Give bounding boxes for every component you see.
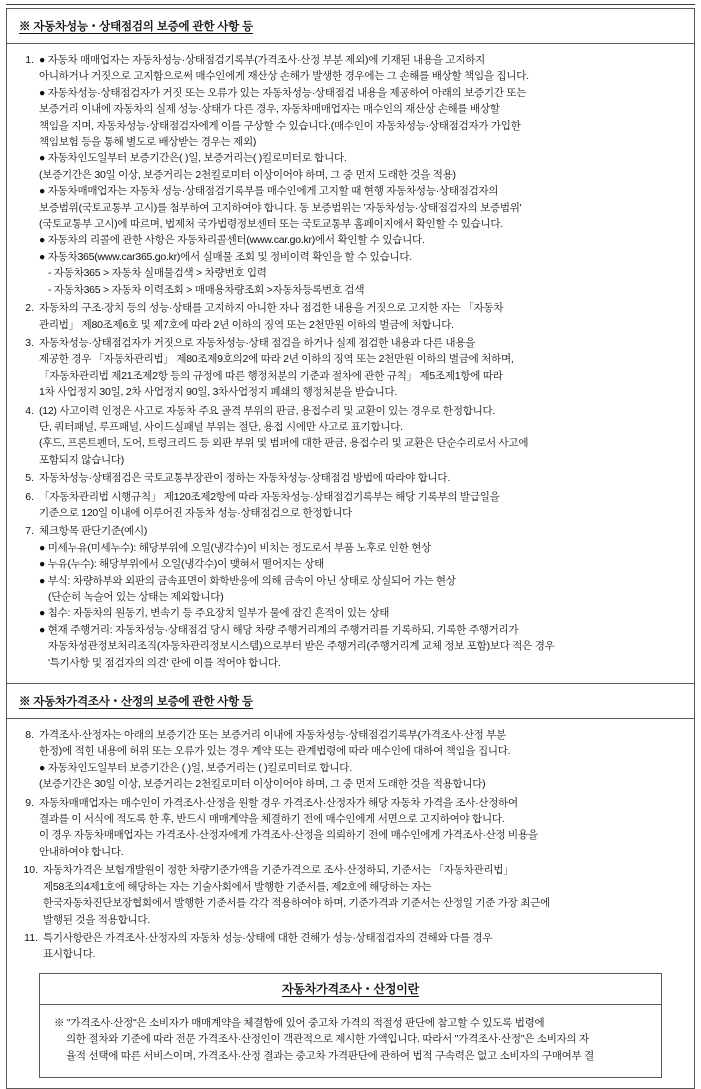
list-item [19, 300, 682, 333]
infobox-line: 율적 선택에 따른 서비스이며, 가격조사·산정 결과는 중고차 가격판단에 관하여 법적 구속력은 없고 소비자의 구매여부 결 [66, 1049, 595, 1062]
performance-item-list [19, 52, 682, 671]
list-item [19, 470, 682, 486]
section-heading-text: 자동차성능・상태점검의 보증에 관한 사항 등 [33, 21, 253, 33]
item-line: 자동차성능·상태점검은 국토교통부장관이 정하는 자동차성능·상태점검 방법에 따라야 합니다. [39, 472, 450, 485]
item-line: 보증범위(국토교통부 고시)를 첨부하여 고지하여야 합니다. 동 보증범위는 '자동차성능·상태점검자의 보증범위' [39, 201, 522, 214]
item-line: 자동차의 구조·장치 등의 성능·상태를 고지하지 아니한 자나 점검한 내용을 거짓으로 고지한 자는 「자동차 [39, 302, 504, 315]
section-heading-mark: ※ [19, 696, 31, 709]
item-body [39, 335, 682, 401]
item-line: 자동차가격은 보험개발원이 정한 차량기준가액을 기준가격으로 조사·산정하되, 기준서는 「자동차관리법」 [43, 864, 514, 877]
section-body-performance [7, 44, 694, 683]
item-line: 가격조사·산정자는 아래의 보증기간 또는 보증거리 이내에 자동차성능·상태점검기록부(가격조사·산정 부분 [39, 729, 506, 742]
item-number: 4. [25, 404, 34, 417]
item-line: 결과를 이 서식에 적도록 한 후, 반드시 매매계약을 체결하기 전에 매수인에게 서면으로 고지하여야 합니다. [39, 813, 505, 826]
item-line: 아니하거나 거짓으로 고지함으로써 매수인에게 재산상 손해가 발생한 경우에는 그 손해를 배상할 책임을 집니다. [39, 70, 529, 83]
item-line: ● 부식: 차량하부와 외판의 금속표면이 화학반응에 의해 금속이 아닌 상태로 상실되어 가는 현상 [39, 574, 456, 587]
section-heading-mark: ※ [19, 21, 31, 33]
infobox-line: ※ "가격조사·산정"은 소비자가 매매계약을 체결함에 있어 중고차 가격의 적절성 판단에 참고할 수 있도록 법령에 [54, 1016, 545, 1029]
item-line: ● 자동차성능·상태점검자가 거짓 또는 오류가 있는 자동차성능·상태점검 내용을 제공하여 아래의 보증기간 또는 [39, 86, 527, 99]
item-body [39, 403, 682, 469]
section-heading-price [7, 683, 694, 719]
item-line: 포함되지 않습니다) [39, 453, 125, 466]
infobox-line: 의한 절차와 기준에 따라 전문 가격조사·산정인이 객관적으로 제시한 가액입니다. 따라서 "가격조사·산정"은 소비자의 자 [66, 1033, 589, 1046]
item-line: 보증거리 이내에 자동차의 실제 성능·상태가 다른 경우, 자동차매매업자는 매수인의 재산상 손해를 배상할 [39, 103, 500, 116]
item-number: 1. [25, 54, 34, 66]
item-line: ● 현재 주행거리: 자동차성능·상태점검 당시 해당 차량 주행거리계의 주행거리를 기록하되, 기록한 주행거리가 [39, 623, 519, 636]
document-frame [6, 8, 695, 1089]
item-line: 한국자동차진단보장협회에서 발행한 기준서를 각각 적용하여야 하며, 기준가격과 기준서는 산정일 기준 가장 최근에 [43, 897, 550, 910]
section-heading-performance [7, 9, 694, 44]
item-body [39, 795, 682, 861]
item-line: ● 누유(누수): 해당부위에서 오일(냉각수)이 맺혀서 떨어지는 상태 [39, 558, 325, 571]
list-item [19, 335, 682, 401]
list-item [19, 727, 682, 793]
item-line: 안내하여야 합니다. [39, 845, 124, 858]
list-item [19, 795, 682, 861]
item-number: 9. [25, 796, 34, 809]
item-number: 2. [25, 302, 34, 315]
item-line: ● 자동차매매업자는 자동차 성능·상태점검기록부를 매수인에게 고지할 때 현행 자동차성능·상태점검자의 [39, 185, 499, 198]
item-line: - 자동차365 > 자동차 실매물검색 > 차량번호 입력 [48, 267, 267, 280]
item-line: 제공한 경우 「자동차관리법」 제80조제9호의2에 따라 2년 이하의 징역 또는 2천만원 이하의 벌금에 처하며, [39, 353, 514, 366]
item-number: 8. [25, 729, 34, 742]
document-page [0, 4, 701, 1089]
item-line: (보증기간은 30일 이상, 보증거리는 2천킬로미터 이상이어야 하며, 그 중 먼저 도래한 것을 적용) [39, 168, 456, 181]
page-top-divider [6, 4, 695, 5]
item-body [39, 470, 682, 486]
item-line: 책임을 지며, 자동차성능·상태점검자에게 이를 구상할 수 있습니다.(매수인이 자동차성능·상태점검자가 가입한 [39, 119, 521, 132]
list-item [19, 930, 682, 963]
infobox-title-bar [39, 973, 662, 1004]
item-line: 자동차매매업자는 매수인이 가격조사·산정을 원할 경우 가격조사·산정자가 해당 자동차 가격을 조사·산정하여 [39, 796, 518, 809]
item-line: 제58조의4제1호에 해당하는 자는 기술사회에서 발행한 기준서를, 제2호에 해당하는 자는 [43, 880, 432, 893]
list-item [19, 523, 682, 671]
list-item [19, 403, 682, 469]
item-line: ● 자동차 매매업자는 자동차성능·상태점검기록부(가격조사·산정 부분 제외)에 기재된 내용을 고지하지 [39, 54, 486, 66]
item-line: '특기사항 및 점검자의 의견' 란에 이를 적어야 합니다. [48, 656, 281, 669]
item-line: ● 자동차인도일부터 보증기간은( )일, 보증거리는( )킬로미터로 합니다. [39, 152, 347, 165]
item-line: ● 미세누유(미세누수): 해당부위에 오일(냉각수)이 비치는 정도로서 부품 노후로 인한 현상 [39, 541, 432, 554]
item-line: (후드, 프론트펜더, 도어, 트렁크리드 등 외판 부위 및 범퍼에 대한 판금, 용접수리 및 교환은 단순수리로서 사고에 [39, 437, 529, 450]
item-number: 7. [25, 525, 34, 538]
item-line: 「자동차관리법 제21조제2항 등의 규정에 따른 행정처분의 기준과 절차에 관한 규칙」 제5조제1항에 따라 [39, 369, 503, 382]
item-number: 11. [24, 931, 38, 944]
item-line: 한정)에 적힌 내용에 허위 또는 오류가 있는 경우 계약 또는 관계법령에 따라 매수인에 대하여 책임을 집니다. [39, 745, 511, 758]
infobox-title: 자동차가격조사・산정이란 [281, 981, 420, 996]
item-line: ● 침수: 자동차의 원동기, 변속기 등 주요장치 일부가 물에 잠긴 흔적이 있는 상태 [39, 607, 390, 620]
item-body [39, 300, 682, 333]
item-line: 특기사항란은 가격조사·산정자의 자동차 성능·상태에 대한 견해가 성능·상태점검자의 견해와 다를 경우 [43, 931, 493, 944]
item-line: ● 자동차인도일부터 보증기간은 ( )일, 보증거리는 ( )킬로미터로 합니다. [39, 761, 352, 774]
price-item-list [19, 727, 682, 963]
item-line: 1차 사업정지 30일, 2차 사업정지 90일, 3차사업정지 폐쇄의 행정처분을 받습니다. [39, 386, 398, 399]
item-body [39, 523, 682, 671]
item-line: 자동차성관정보처리조직(자동차관리정보시스템)으로부터 받은 주행거리(주행거리계 교체 정보 포함)보다 적은 경우 [48, 640, 555, 653]
item-line: 이 경우 자동차매매업자는 가격조사·산정자에게 가격조사·산정을 의뢰하기 전에 매수인에게 가격조사·산정 비용을 [39, 829, 538, 842]
list-item [19, 862, 682, 928]
section-heading-text: 자동차가격조사・산정의 보증에 관한 사항 등 [33, 696, 253, 709]
item-line: ● 자동차의 리콜에 관한 사항은 자동차리콜센터(www.car.go.kr)에서 확인할 수 있습니다. [39, 234, 425, 247]
item-body [39, 489, 682, 522]
section-body-price [7, 719, 694, 1087]
item-body [43, 862, 682, 928]
item-line: (단순히 녹슬어 있는 상태는 제외합니다) [48, 591, 224, 603]
item-line: 단, 쿼터패널, 루프패널, 사이드실패널 부위는 절단, 용접 시에만 사고로 표기합니다. [39, 420, 403, 433]
item-line: (국토교통부 고시)에 따르며, 법제처 국가법령정보센터 또는 국토교통부 홈페이지에서 확인할 수 있습니다. [39, 218, 503, 231]
item-line: 책임보험 등을 통해 별도로 배상받는 경우는 제외) [39, 136, 257, 149]
item-line: (보증기간은 30일 이상, 보증거리는 2천킬로미터 이상이어야 하며, 그 중 먼저 도래한 것을 적용합니다) [39, 778, 486, 791]
infobox-body [39, 1004, 662, 1078]
item-line: ● 자동차365(www.car365.go.kr)에서 실매물 조회 및 정비이력 확인을 할 수 있습니다. [39, 250, 412, 263]
item-body [39, 727, 682, 793]
item-number: 5. [25, 472, 34, 485]
item-line: (12) 사고이력 인정은 사고로 자동차 주요 골격 부위의 판금, 용접수리 및 교환이 있는 경우로 한정합니다. [39, 404, 496, 417]
item-line: 자동차성능·상태점검자가 거짓으로 자동차성능·상태 점검을 하거나 실제 점검한 내용과 다른 내용을 [39, 336, 476, 349]
item-line: - 자동차365 > 자동차 이력조회 > 매매용차량조회 >자동차등록번호 검색 [48, 283, 365, 296]
item-line: 표시합니다. [43, 948, 96, 961]
item-line: 체크항목 판단기준(예시) [39, 525, 148, 538]
item-body [43, 930, 682, 963]
list-item [19, 489, 682, 522]
item-body [39, 52, 682, 298]
item-line: 기준으로 120일 이내에 이루어진 자동차 성능·상태점검으로 한정합니다 [39, 506, 353, 519]
item-line: 발행된 것을 적용합니다. [43, 913, 150, 926]
list-item [19, 52, 682, 298]
item-line: 「자동차관리법 시행규칙」 제120조제2항에 따라 자동차성능·상태점검기록부는 해당 기록부의 발급일을 [39, 490, 500, 503]
item-number: 3. [25, 336, 34, 349]
item-number: 6. [25, 490, 34, 503]
item-line: 관리법」 제80조제6호 및 제7호에 따라 2년 이하의 징역 또는 2천만원 이하의 벌금에 처합니다. [39, 318, 454, 331]
item-number: 10. [23, 864, 38, 877]
